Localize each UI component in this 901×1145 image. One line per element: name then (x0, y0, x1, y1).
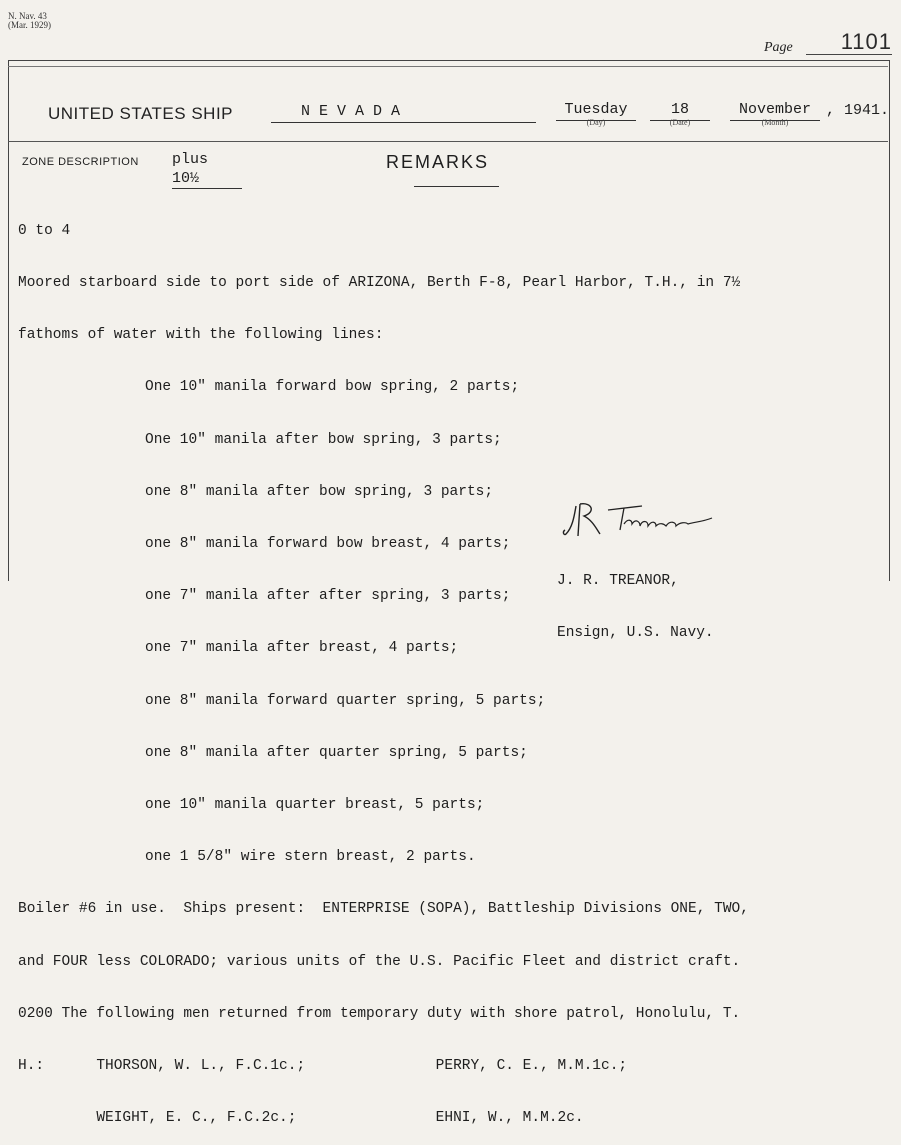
remarks-title: REMARKS (386, 152, 490, 172)
date-caption: (Date) (669, 118, 691, 127)
ship-name: NEVADA (271, 102, 536, 123)
zone-description-label: ZONE DESCRIPTION (22, 156, 139, 168)
mooring-line: one 1 5/8" wire stern breast, 2 parts. (145, 849, 476, 866)
form-code (8, 12, 51, 30)
zone-description-value: plus 10½ (172, 150, 242, 189)
ship-prefix: UNITED STATES SHIP (48, 104, 234, 123)
log-line: fathoms of water with the following lines: (18, 327, 384, 344)
month-value: November (730, 100, 820, 121)
date-value: 18 (650, 100, 710, 121)
log-line: WEIGHT, E. C., F.C.2c.; EHNI, W., M.M.2c. (18, 1110, 584, 1127)
log-line: Boiler #6 in use. Ships present: ENTERPRISE (SOPA), Battleship Divisions ONE, TWO, (18, 901, 749, 918)
remarks-body (18, 188, 749, 1145)
mooring-line: one 8" manila forward quarter spring, 5 parts; (145, 692, 546, 709)
year-value: , 1941. (826, 102, 890, 119)
page-label: Page (764, 40, 793, 55)
top-rule (8, 66, 888, 67)
form-revision: (Mar. 1929) (8, 20, 51, 30)
mooring-line: one 7" manila after after spring, 3 parts; (145, 588, 511, 605)
mooring-line: One 10" manila forward bow spring, 2 parts; (145, 379, 520, 396)
signature-block (557, 538, 714, 660)
mooring-line: one 8" manila after bow spring, 3 parts; (145, 483, 494, 500)
page-number: 1101 (806, 30, 892, 55)
day-caption: (Day) (586, 118, 606, 127)
log-line: H.: THORSON, W. L., F.C.1c.; PERRY, C. E., M.M.1c.; (18, 1058, 628, 1075)
remarks-underline (414, 186, 499, 187)
mooring-line: one 8" manila forward bow breast, 4 parts; (145, 536, 511, 553)
log-line: 0200 The following men returned from temporary duty with shore patrol, Honolulu, T. (18, 1005, 741, 1022)
ship-header (0, 96, 901, 136)
signer-name: J. R. TREANOR, (557, 572, 679, 589)
mooring-line: one 8" manila after quarter spring, 5 parts; (145, 744, 528, 761)
header-rule (8, 141, 888, 142)
log-line: Moored starboard side to port side of ARIZONA, Berth F-8, Pearl Harbor, T.H., in 7½ (18, 275, 741, 292)
signer-rank: Ensign, U.S. Navy. (557, 625, 714, 642)
day-value: Tuesday (556, 100, 636, 121)
month-caption: (Month) (761, 118, 789, 127)
log-line: and FOUR less COLORADO; various units of the U.S. Pacific Fleet and district craft. (18, 953, 741, 970)
mooring-line: one 10" manila quarter breast, 5 parts; (145, 797, 485, 814)
form-number: N. Nav. 43 (8, 11, 47, 21)
watch-heading: 0 to 4 (18, 222, 71, 239)
mooring-line: One 10" manila after bow spring, 3 parts; (145, 431, 502, 448)
mooring-line: one 7" manila after breast, 4 parts; (145, 640, 459, 657)
